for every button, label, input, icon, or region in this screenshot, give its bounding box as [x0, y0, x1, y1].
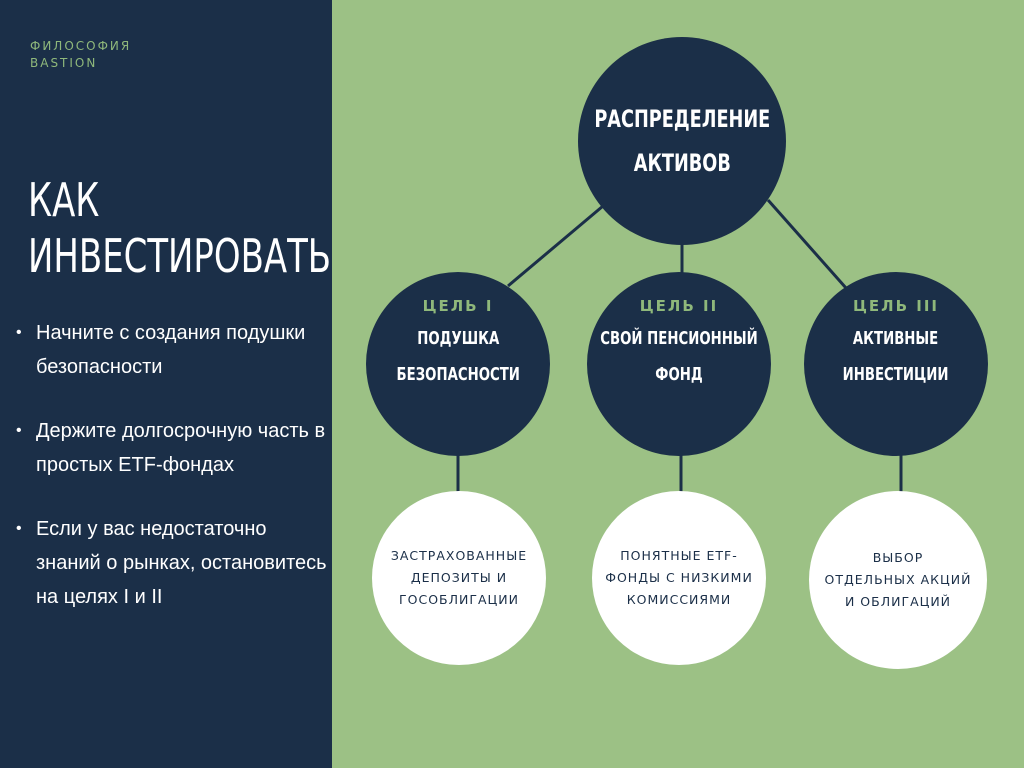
leaf-line: ФОНДЫ С НИЗКИМИ [605, 570, 753, 585]
leaf-line: ПОНЯТНЫЕ ETF- [620, 548, 738, 563]
title-line-2: ИНВЕСТИРОВАТЬ [28, 229, 332, 283]
connector-root-goal-3 [768, 200, 846, 288]
goal-tag: ЦЕЛЬ III [852, 297, 940, 315]
root-line-2: АКТИВОВ [633, 149, 731, 177]
leaf-line: ОТДЕЛЬНЫХ АКЦИЙ [824, 572, 972, 587]
leaf-line: И ОБЛИГАЦИЙ [844, 594, 952, 609]
goal-name-line: ИНВЕСТИЦИИ [843, 364, 949, 385]
goal-node-3 [804, 272, 988, 456]
root-node [578, 37, 786, 245]
title-line-1: КАК [28, 173, 100, 227]
leaf-line: ЗАСТРАХОВАННЫЕ [390, 548, 528, 563]
leaf-node-3 [809, 491, 987, 669]
connector-root-goal-1 [508, 206, 603, 286]
brand-line-1: ФИЛОСОФИЯ [30, 39, 132, 53]
goal-node-2 [587, 272, 771, 456]
goal-name-line: ФОНД [655, 364, 703, 385]
goal-name-line: ПОДУШКА [416, 328, 499, 349]
tip-item: • Начните с создания подушки безопасности [16, 316, 328, 384]
goal-tag: ЦЕЛЬ I [422, 297, 494, 315]
leaf-node-2 [592, 491, 766, 665]
goal-tag: ЦЕЛЬ II [639, 297, 719, 315]
leaf-line: ДЕПОЗИТЫ И [410, 570, 508, 585]
leaf-line: ВЫБОР [872, 550, 924, 565]
tip-item: • Держите долгосрочную часть в простых ETF-фондах [16, 414, 328, 482]
goal-name-line: АКТИВНЫЕ [853, 328, 939, 349]
goal-name-line: СВОЙ ПЕНСИОННЫЙ [600, 328, 758, 349]
tip-item: • Если у вас недостаточно знаний о рынках, остановитесь на целях I и II [16, 512, 328, 614]
leaf-line: КОМИССИЯМИ [626, 592, 732, 607]
root-line-1: РАСПРЕДЕЛЕНИЕ [594, 105, 770, 133]
leaf-node-1 [372, 491, 546, 665]
brand-line-2: BASTION [30, 56, 98, 70]
goal-node-1 [366, 272, 550, 456]
leaf-line: ГОСОБЛИГАЦИИ [399, 592, 519, 607]
goal-name-line: БЕЗОПАСНОСТИ [396, 364, 520, 385]
